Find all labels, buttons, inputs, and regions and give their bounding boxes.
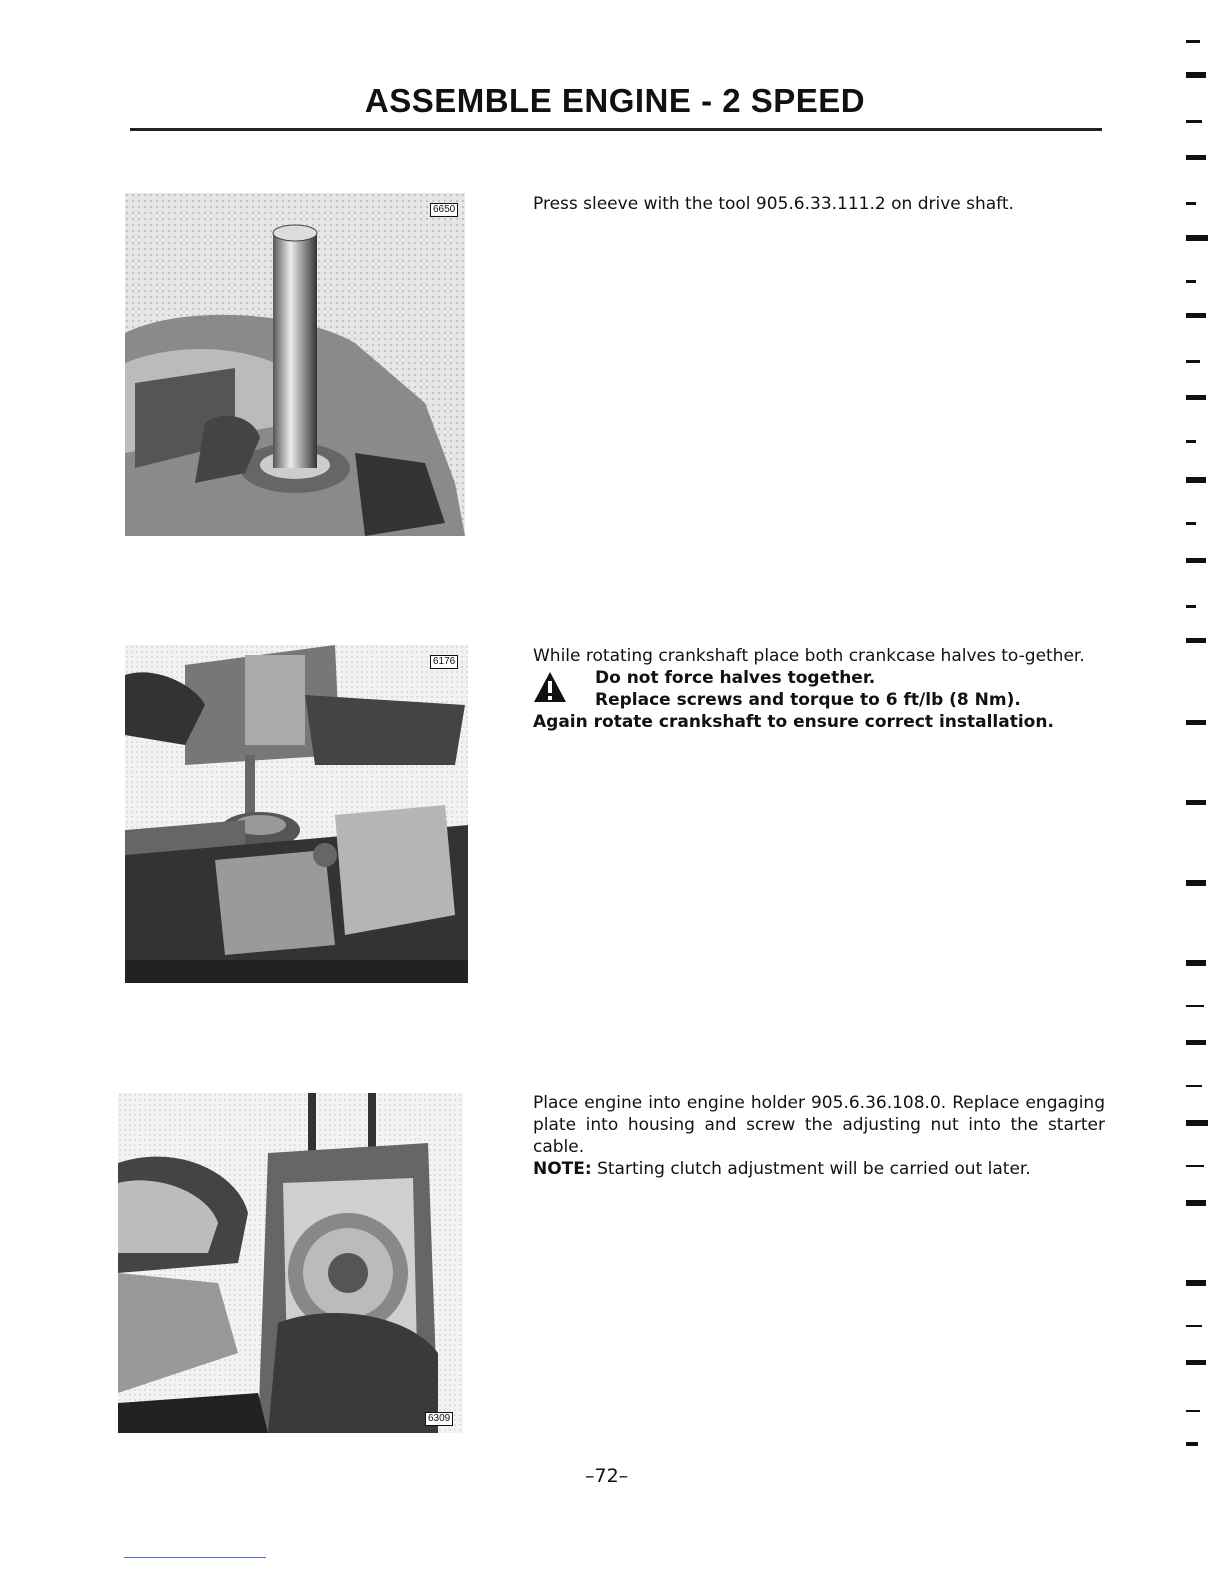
figure-press-sleeve [125, 193, 465, 536]
figure-engine-holder [118, 1093, 463, 1433]
step-3-text [533, 1092, 1105, 1180]
figure-label: 6176 [430, 655, 458, 669]
step-3-note [533, 1158, 1105, 1180]
note-label: NOTE: [533, 1159, 592, 1179]
engine-holder-photo-icon [118, 1093, 463, 1433]
figure-label: 6309 [425, 1412, 453, 1426]
page-title: ASSEMBLE ENGINE - 2 SPEED [364, 82, 866, 119]
footer-line [124, 1557, 266, 1558]
step-2-bold-text: Again rotate crankshaft to ensure correct installation. [533, 712, 1054, 732]
binding-edge-marks [1178, 30, 1214, 1470]
press-sleeve-photo-icon [125, 193, 465, 536]
step-2-instruction: While rotating crankshaft place both crankcase halves to-gether. [533, 646, 1085, 666]
step-3-instruction: Place engine into engine holder 905.6.36.108.0. Replace engaging plate into housing and screw the adjusting nut into the starter cable. [533, 1093, 1105, 1157]
figure-label: 6650 [430, 203, 458, 217]
note-text: Starting clutch adjustment will be carried out later. [591, 1159, 1031, 1179]
step-1-text: Press sleeve with the tool 905.6.33.111.2 on drive shaft. [533, 194, 1014, 214]
warning-triangle-icon [533, 671, 567, 703]
figure-crankcase-halves [125, 645, 468, 983]
crankcase-halves-photo-icon [125, 645, 468, 983]
warning-line-1: Do not force halves together. [595, 668, 876, 688]
warning-line-2: Replace screws and torque to 6 ft/lb (8 Nm). [595, 690, 1021, 710]
page-number: –72– [585, 1465, 629, 1487]
step-2-text [533, 645, 1105, 733]
warning-block [533, 667, 1105, 711]
title-rule [130, 128, 1102, 131]
